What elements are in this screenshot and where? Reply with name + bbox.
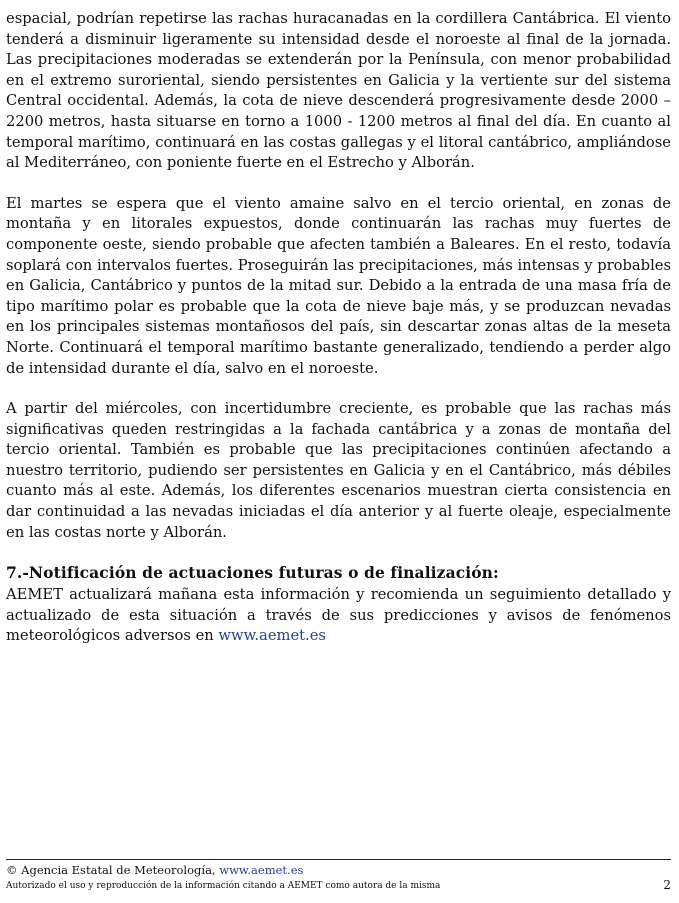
page-number: 2 xyxy=(663,878,671,892)
footer-aemet-link[interactable]: www.aemet.es xyxy=(219,863,304,877)
footer-agency-name: Agencia Estatal de Meteorología, xyxy=(21,863,220,877)
footer-credit xyxy=(6,863,303,877)
paragraph-tuesday-forecast: El martes se espera que el viento amaine salvo en el tercio oriental, en zonas de montaña y en litorales expuestos, donde continuarán las rachas muy fuertes de componente oeste, siendo probable que afecten también a Baleares. En el resto, todavía soplará con intervalos fuertes. Proseguirán las precipitaciones, más intensas y probables en Galicia, Cantábrico y puntos de la mitad sur. Debido a la entrada de una masa fría de tipo marítimo polar es probable que la cota de nieve baje más, y se produzcan nevadas en los principales sistemas montañosos del país, sin descartar zonas altas de la meseta Norte. Continuará el temporal marítimo bastante generalizado, tendiendo a perder algo de intensidad durante el día, salvo en el noroeste. xyxy=(6,194,671,377)
footer-divider xyxy=(6,859,671,860)
section-body-notifications xyxy=(6,585,671,647)
document-body xyxy=(6,9,671,647)
section-title-notifications: 7.-Notificación de actuaciones futuras o de finalización: xyxy=(6,563,499,583)
paragraph-monday-forecast: espacial, podrían repetirse las rachas huracanadas en la cordillera Cantábrica. El viento tenderá a disminuir ligeramente su intensidad desde el noroeste al final de la jornada. Las precipitaciones moderadas se extenderán por la Península, con menor probabilidad en el extremo suroriental, siendo persistentes en Galicia y la vertiente sur del sistema Central occidental. Además, la cota de nieve descenderá progresivamente desde 2000 – 2200 metros, hasta situarse en torno a 1000 - 1200 metros al final del día. En cuanto al temporal marítimo, continuará en las costas gallegas y el litoral cantábrico, ampliándose al Mediterráneo, con poniente fuerte en el Estrecho y Alborán. xyxy=(6,10,671,172)
copyright-icon: © xyxy=(6,863,18,877)
section-body-text: AEMET actualizará mañana esta información y recomienda un seguimiento detallado y actualizado de esta situación a través de sus predicciones y avisos de fenómenos meteorológicos adversos en xyxy=(6,586,671,645)
aemet-website-link[interactable]: www.aemet.es xyxy=(218,627,326,645)
paragraph-wednesday-forecast: A partir del miércoles, con incertidumbre creciente, es probable que las rachas más significativas queden restringidas a la fachada cantábrica y a zonas de montaña del tercio oriental. También es probable que las precipitaciones continúen afectando a nuestro territorio, pudiendo ser persistentes en Galicia y en el Cantábrico, más débiles cuanto más al este. Además, los diferentes escenarios muestran cierta consistencia en dar continuidad a las nevadas iniciadas el día anterior y al fuerte oleaje, especialmente en las costas norte y Alborán. xyxy=(6,400,671,541)
footer-usage-notice: Autorizado el uso y reproducción de la información citando a AEMET como autora de la misma xyxy=(6,881,441,891)
